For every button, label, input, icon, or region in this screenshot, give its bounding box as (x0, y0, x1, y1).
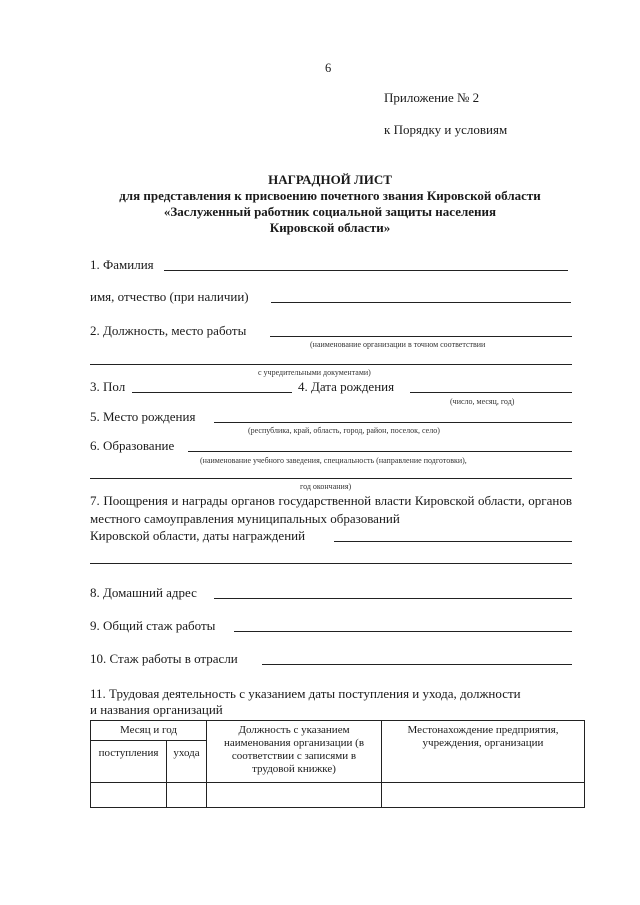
end-date-header: ухода (167, 741, 207, 783)
form-title: НАГРАДНОЙ ЛИСТ (268, 172, 392, 187)
industry-experience-label: 10. Стаж работы в отрасли (90, 651, 238, 666)
total-experience-field[interactable] (234, 631, 572, 632)
address-field[interactable] (214, 598, 572, 599)
position-field[interactable] (270, 336, 572, 337)
surname-field[interactable] (164, 270, 568, 271)
form-subtitle-3: Кировской области» (269, 220, 391, 235)
awards-label-end: Кировской области, даты награждений (90, 528, 306, 543)
sex-label: 3. Пол (90, 379, 126, 394)
total-experience-label: 9. Общий стаж работы (90, 618, 216, 633)
awards-label: 7. Поощрения и награды органов государственной власти Кировской области, органов местного самоуправления муниципальных образований (90, 493, 572, 526)
location-cell[interactable] (382, 783, 585, 808)
month-year-header: Месяц и год (91, 721, 207, 741)
birthplace-hint: (республика, край, область, город, район, поселок, село) (248, 426, 440, 435)
birth-date-label: 4. Дата рождения (298, 379, 395, 394)
end-date-cell[interactable] (167, 783, 207, 808)
position-hint-2: с учредительными документами) (258, 368, 371, 377)
awards-field-line2[interactable] (90, 563, 572, 564)
education-field[interactable] (188, 451, 572, 452)
location-column-header: Местонахождение предприятия, учреждения, организации (382, 721, 585, 783)
birthplace-field[interactable] (214, 422, 572, 423)
position-field-line2[interactable] (90, 364, 572, 365)
position-cell[interactable] (207, 783, 382, 808)
form-subtitle-1: для представления к присвоению почетного звания Кировской области (119, 188, 541, 203)
education-field-line2[interactable] (90, 478, 572, 479)
education-hint-2: год окончания) (300, 482, 352, 491)
awards-field[interactable] (334, 541, 572, 542)
sex-field[interactable] (132, 392, 292, 393)
start-date-cell[interactable] (91, 783, 167, 808)
surname-label: 1. Фамилия (90, 257, 154, 272)
appendix-label: Приложение № 2 (384, 90, 480, 105)
name-field[interactable] (271, 302, 571, 303)
work-history-label-end: и названия организаций (90, 702, 223, 717)
education-hint: (наименование учебного заведения, специальность (направление подготовки), (200, 456, 467, 465)
appendix-reference: к Порядку и условиям (384, 122, 508, 137)
birth-date-hint: (число, месяц, год) (450, 397, 515, 406)
birth-date-field[interactable] (410, 392, 572, 393)
industry-experience-field[interactable] (262, 664, 572, 665)
form-subtitle-2: «Заслуженный работник социальной защиты населения (163, 204, 497, 219)
position-hint: (наименование организации в точном соответствии (310, 340, 486, 349)
education-label: 6. Образование (90, 438, 175, 453)
work-history-table (90, 720, 585, 808)
name-label: имя, отчество (при наличии) (90, 289, 249, 304)
position-label: 2. Должность, место работы (90, 323, 247, 338)
work-history-label: 11. Трудовая деятельность с указанием даты поступления и ухода, должности (90, 686, 521, 701)
page-number: 6 (325, 61, 332, 75)
address-label: 8. Домашний адрес (90, 585, 197, 600)
start-date-header: поступления (91, 741, 167, 783)
position-column-header: Должность с указанием наименования организации (в соответствии с записями в трудовой книжке) (207, 721, 382, 783)
birthplace-label: 5. Место рождения (90, 409, 196, 424)
